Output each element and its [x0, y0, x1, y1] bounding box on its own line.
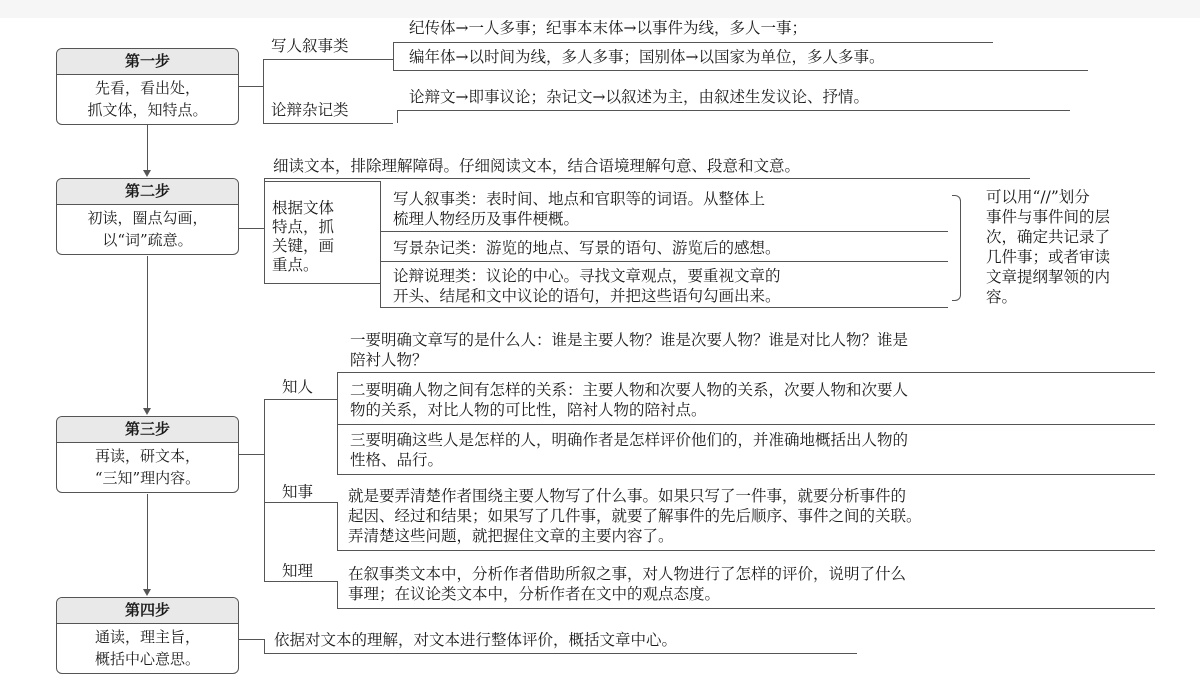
type-3-underline	[380, 307, 948, 308]
arrow-down-icon	[143, 589, 151, 596]
step-4-underline	[264, 653, 857, 654]
basis-line-1: 根据文体	[272, 199, 335, 217]
step-2-box	[56, 178, 239, 255]
arrow-down-icon	[143, 170, 151, 177]
note-line-1: 可以用“//”划分	[986, 188, 1090, 206]
step-2-intro-underline	[264, 178, 1030, 179]
step-3-line-1: 再读，研文本，	[94, 447, 200, 465]
basis-line-4: 重点。	[272, 256, 319, 274]
reason-line-1: 在叙事类文本中，分析作者借助所叙之事，对人物进行了怎样的评价，说明了什么	[348, 565, 907, 583]
category-argument: 论辩杂记类	[271, 101, 349, 119]
step-1-box	[56, 48, 239, 125]
people-item-1-line-2: 陪衬人物？	[350, 351, 428, 369]
know-reason-label: 知理	[282, 562, 314, 580]
type-1-underline	[380, 231, 948, 232]
step-1-branch-bottom	[263, 123, 393, 124]
people-item-3-line-1: 三要明确这些人是怎样的人，明确作者是怎样评价他们的，并准确地概括出人物的	[350, 431, 909, 449]
people-item-3-line-2: 性格、品行。	[350, 451, 444, 469]
step-1-link	[238, 86, 263, 87]
note-line-6: 容。	[986, 288, 1018, 306]
basis-bottom-line	[264, 283, 380, 284]
basis-top-line	[264, 181, 380, 182]
step-2-line-1: 初读，圈点勾画，	[87, 209, 208, 227]
people-item-2-line-1: 二要明确人物之间有怎样的关系：主要人物和次要人物的关系，次要人物和次要人	[350, 381, 909, 399]
step-1-line-2: 抓文体，知特点。	[87, 101, 208, 119]
step-3-link	[238, 454, 264, 455]
argument-line: 论辩文→即事议论；杂记文→以叙述为主，由叙述生发议论、抒情。	[409, 88, 869, 106]
step-2-intro: 细读文本，排除理解障碍。仔细阅读文本，结合语境理解句意、段意和文意。	[273, 157, 801, 175]
people-item-3-underline	[337, 474, 1155, 475]
types-bracket	[380, 181, 381, 307]
category-narrative: 写人叙事类	[271, 37, 349, 55]
events-line-2: 起因、经过和结果；如果写了几件事，就要了解事件的先后顺序、事件之间的关联。	[348, 507, 922, 525]
type-argument-line-1: 论辩说理类：议论的中心。寻找文章观点，要重视文章的	[393, 267, 781, 285]
people-item-2-underline	[337, 424, 1155, 425]
top-strip	[0, 0, 1200, 18]
narrative-line-2-underline	[393, 70, 1088, 71]
step-2-link	[238, 228, 264, 229]
reason-line-2: 事理；在议论类文本中，分析作者在文中的观点态度。	[348, 585, 721, 603]
note-line-2: 事件与事件间的层	[986, 208, 1111, 226]
step-4-link	[238, 639, 264, 640]
know-people-label: 知人	[282, 378, 314, 396]
know-people-line	[264, 399, 337, 400]
argument-underline	[397, 110, 1070, 111]
step-4-tick	[264, 639, 265, 653]
step-3-bracket	[264, 399, 265, 581]
step-2-title: 第二步	[57, 179, 238, 205]
basis-line-2: 特点，抓	[272, 218, 335, 236]
type-narrative-line-1: 写人叙事类：表时间、地点和官职等的词语。从整体上	[393, 190, 766, 208]
step-4-text: 依据对文本的理解，对文本进行整体评价，概括文章中心。	[274, 631, 678, 649]
step-1-branch-top	[263, 59, 393, 60]
step-3-box	[56, 416, 239, 493]
type-2-underline	[380, 261, 948, 262]
people-bracket	[337, 372, 338, 474]
know-events-line	[264, 502, 337, 503]
narrative-line-2: 编年体→以时间为线，多人多事；国别体→以国家为单位，多人多事。	[409, 48, 885, 66]
people-item-1-underline	[337, 372, 1155, 373]
connector-1-2	[147, 124, 148, 170]
narrative-line-1: 纪传体→一人多事；纪事本末体→以事件为线，多人一事；	[409, 19, 807, 37]
type-narrative-line-2: 梳理人物经历及事件梗概。	[393, 210, 580, 228]
narrative-bracket	[393, 42, 394, 70]
step-2-line-2: 以“词”疏意。	[102, 231, 193, 249]
events-underline	[337, 550, 1155, 551]
connector-3-4	[147, 494, 148, 589]
arrow-down-icon	[143, 408, 151, 415]
step-4-line-2: 概括中心意思。	[94, 650, 200, 668]
narrative-line-1-underline	[393, 42, 993, 43]
step-2-bracket	[264, 178, 265, 283]
step-4-box	[56, 597, 239, 674]
basis-line-3: 关键，画	[272, 237, 335, 255]
step-4-line-1: 通读，理主旨，	[94, 628, 200, 646]
note-line-3: 次，确定共记录了	[986, 228, 1111, 246]
step-1-title: 第一步	[57, 49, 238, 75]
events-tick	[337, 502, 338, 550]
step-1-bracket	[263, 59, 264, 123]
note-brace	[952, 195, 961, 301]
know-events-label: 知事	[282, 483, 314, 501]
reason-underline	[337, 608, 1155, 609]
step-4-title: 第四步	[57, 598, 238, 624]
know-reason-line	[264, 581, 337, 582]
reason-tick	[337, 581, 338, 608]
type-scenery-line: 写景杂记类：游览的地点、写景的语句、游览后的感想。	[393, 239, 781, 257]
step-1-line-1: 先看，看出处，	[94, 79, 200, 97]
step-3-line-2: “三知”理内容。	[94, 469, 201, 487]
type-argument-line-2: 开头、结尾和文中议论的语句，并把这些语句勾画出来。	[393, 287, 781, 305]
step-3-title: 第三步	[57, 417, 238, 443]
note-line-5: 文章提纲挈领的内	[986, 268, 1111, 286]
connector-2-3	[147, 256, 148, 408]
note-line-4: 几件事；或者审读	[986, 248, 1111, 266]
argument-tick	[397, 110, 398, 123]
events-line-3: 弄清楚这些问题，就把握住文章的主要内容了。	[348, 527, 674, 545]
events-line-1: 就是要弄清楚作者围绕主要人物写了什么事。如果只写了一件事，就要分析事件的	[348, 487, 907, 505]
people-item-2-line-2: 物的关系，对比人物的可比性，陪衬人物的陪衬点。	[350, 401, 707, 419]
people-item-1-line-1: 一要明确文章写的是什么人：谁是主要人物？谁是次要人物？谁是对比人物？谁是	[350, 331, 909, 349]
